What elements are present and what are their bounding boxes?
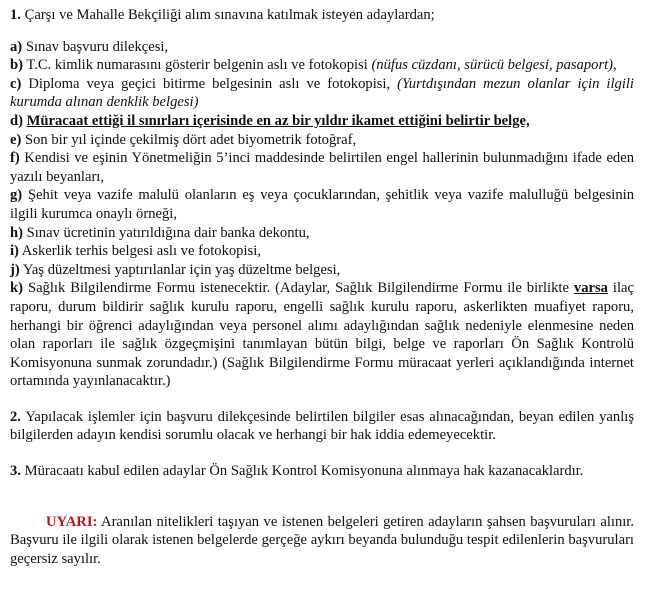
item-letter: k) <box>10 280 23 297</box>
item-text: Askerlik terhis belgesi aslı ve fotokopisi, <box>21 243 261 260</box>
item-note: (Yurtdışından mezun olanlar için ilgili kurumda alınan denklik belgesi) <box>10 75 634 111</box>
item-text: T.C. kimlik numarasını gösterir belgenin aslı ve fotokopisi <box>26 57 372 74</box>
item-letter: d) <box>10 112 23 129</box>
item-text: Sınav ücretinin yatırıldığına dair banka dekontu, <box>26 224 310 241</box>
intro-text: Çarşı ve Mahalle Bekçiliği alım sınavına katılmak isteyen adaylardan; <box>24 7 435 23</box>
section-2-text: Yapılacak işlemler için başvuru dilekçesinde belirtilen bilgiler esas alınacağından, beyan edilen yanlış bilgilerden adayın kendisi sorumlu olacak ve herhangi bir hak iddia edemeyecektir. <box>10 408 634 444</box>
list-item-b <box>10 56 634 75</box>
item-text: Kendisi ve eşinin Yönetmeliğin 5’inci maddesinde belirtilen engel hallerinin bulunmadığını ifade eden yazılı beyanları, <box>10 150 634 185</box>
item-letter: j) <box>10 261 20 278</box>
list-item-a <box>10 38 634 57</box>
item-letter: b) <box>10 57 23 74</box>
item-text: Müracaat ettiği il sınırları içerisinde en az bir yıldır ikamet ettiğini belirtir belge, <box>26 112 530 129</box>
item-text: Sağlık Bilgilendirme Formu istenecektir. (Adaylar, Sağlık Bilgilendirme Formu ile birlikte <box>27 280 574 297</box>
item-note: (nüfus cüzdanı, sürücü belgesi, pasaport), <box>371 57 617 74</box>
item-text: Son bir yıl içinde çekilmiş dört adet biyometrik fotoğraf, <box>25 131 357 148</box>
list-item-d <box>10 112 634 131</box>
item-letter: c) <box>10 75 22 92</box>
section-2-number: 2. <box>10 408 21 425</box>
list-item-i <box>10 242 634 261</box>
item-letter: e) <box>10 131 22 148</box>
item-letter: f) <box>10 150 20 167</box>
list-item-h <box>10 224 634 243</box>
item-emphasis: varsa <box>573 280 608 297</box>
item-text: Şehit veya vazife malulü olanların eş veya çocuklarından, şehitlik veya vazife malulluğü belgesinin ilgili kurumca onaylı örneği, <box>10 187 634 222</box>
item-text: Diploma veya geçici bitirme belgesinin aslı ve fotokopisi, <box>28 75 398 92</box>
section-3-text: Müracaatı kabul edilen adaylar Ön Sağlık Kontrol Komisyonuna alınmaya hak kazanacaklardır. <box>24 463 584 480</box>
list-item-c <box>10 75 634 112</box>
warning-label: UYARI: <box>46 513 98 530</box>
item-text: Yaş düzeltmesi yaptırılanlar için yaş düzeltme belgesi, <box>22 261 341 278</box>
list-item-f <box>10 149 634 186</box>
section-3-number: 3. <box>10 463 21 480</box>
item-text: ilaç raporu, durum bildirir sağlık kurulu raporu, engelli sağlık kurulu raporu, askerlikten muafiyet raporu, herhangi bir öğrenci adaylığından veya personel alımı adaylığından sağlık nedeniyle elenmesine neden olan raporları ile sağlık özgeçmişini tanımlayan bütün bilgi, belge ve raporları Ön Sağlık Kontrolü Komisyonuna sunmak zorundadır.) (Sağlık Bilgilendirme Formu müracaat yerleri açıklandığında internet ortamında yayınlanacaktır.) <box>10 280 634 390</box>
requirements-list <box>10 38 634 391</box>
item-letter: a) <box>10 38 23 55</box>
warning-text: Aranılan nitelikleri taşıyan ve istenen belgeleri getiren adayların şahsen başvuruları alınır. Başvuru ile ilgili olarak istenen belgelerde gerçeğe aykırı beyanda bulunduğu tespit edilenlerin başvuruları geçersiz sayılır. <box>10 513 634 567</box>
intro-number: 1. <box>10 7 21 23</box>
section-2-paragraph <box>10 408 634 445</box>
item-letter: i) <box>10 243 19 260</box>
intro-paragraph <box>10 6 634 25</box>
item-letter: g) <box>10 187 23 204</box>
list-item-k <box>10 279 634 391</box>
list-item-j <box>10 261 634 280</box>
list-item-g <box>10 186 634 223</box>
list-item-e <box>10 131 634 150</box>
item-text: Sınav başvuru dilekçesi, <box>25 38 169 55</box>
item-letter: h) <box>10 224 23 241</box>
warning-paragraph <box>10 513 634 569</box>
section-3-paragraph <box>10 462 634 481</box>
